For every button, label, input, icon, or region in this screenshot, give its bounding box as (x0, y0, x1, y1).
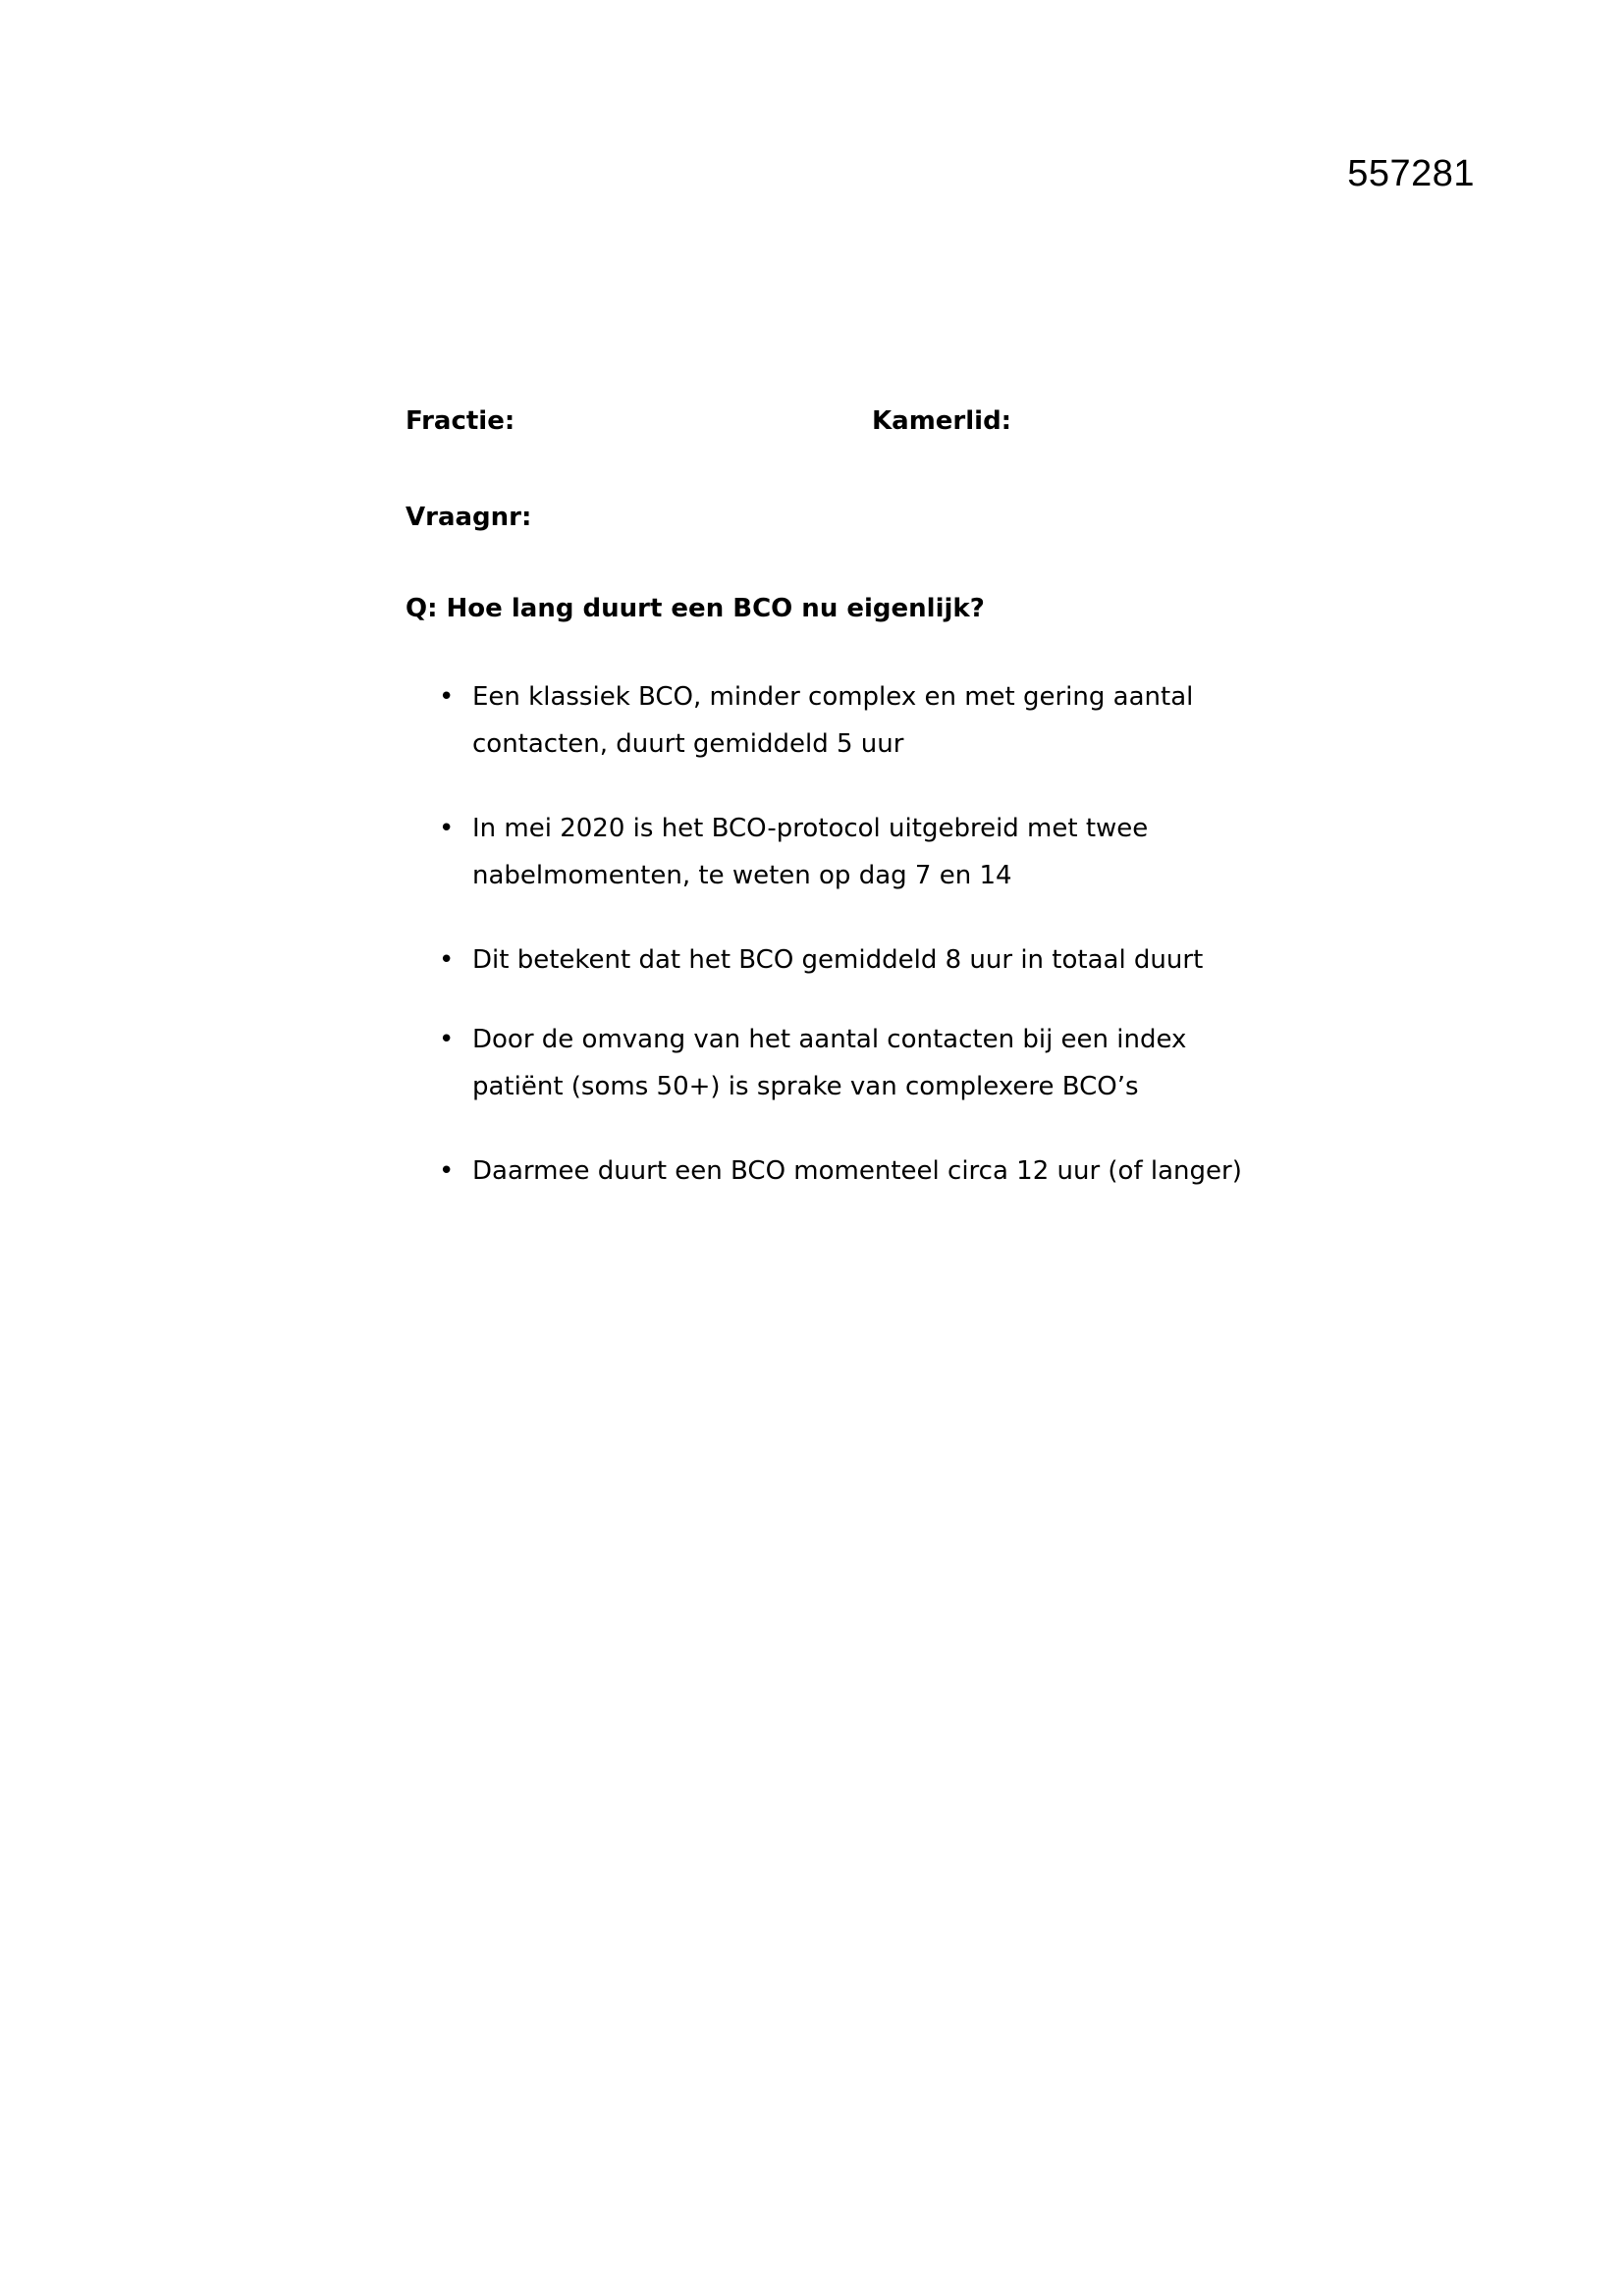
answer-item (406, 673, 1250, 768)
bullet-icon: • (439, 814, 455, 843)
document-number: 557281 (1347, 153, 1475, 194)
bullet-icon: • (439, 682, 455, 712)
answer-item (406, 1016, 1250, 1110)
answer-list (406, 673, 1250, 1195)
bullet-icon: • (439, 945, 455, 975)
answer-item (406, 1148, 1250, 1195)
question-heading: Q: Hoe lang duurt een BCO nu eigenlijk? (406, 594, 985, 623)
answer-text: Daarmee duurt een BCO momenteel circa 12 uur (of langer) (472, 1156, 1242, 1186)
answer-text: Door de omvang van het aantal contacten bij een index patiënt (soms 50+) is sprake van complexere BCO’s (472, 1025, 1187, 1101)
vraagnr-label: Vraagnr: (406, 503, 532, 532)
fractie-label: Fractie: (406, 406, 515, 436)
answer-text: Dit betekent dat het BCO gemiddeld 8 uur in totaal duurt (472, 945, 1204, 975)
answer-text: Een klassiek BCO, minder complex en met gering aantal contacten, duurt gemiddeld 5 uur (472, 682, 1194, 759)
answer-item (406, 936, 1250, 984)
bullet-icon: • (439, 1025, 455, 1054)
bullet-icon: • (439, 1156, 455, 1186)
answer-item (406, 805, 1250, 899)
answer-text: In mei 2020 is het BCO-protocol uitgebreid met twee nabelmomenten, te weten op dag 7 en 14 (472, 814, 1149, 890)
kamerlid-label: Kamerlid: (872, 406, 1012, 436)
